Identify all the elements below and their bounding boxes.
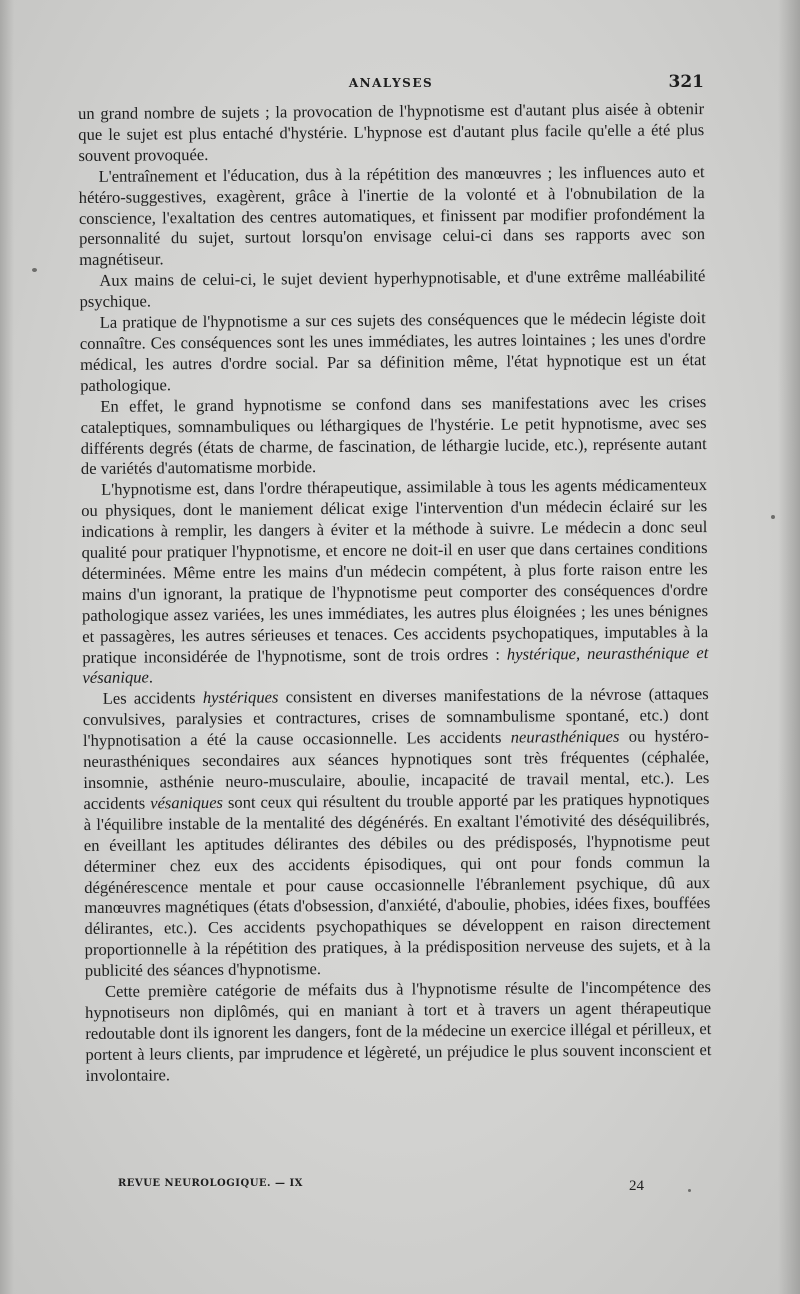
text-run: Aux mains de celui-ci, le sujet devient hyperhypnotisable, et d'une extrême malléabilité psychique. — [79, 266, 706, 312]
paragraph — [79, 266, 705, 313]
running-head-title: ANALYSES — [348, 76, 434, 90]
paragraph — [81, 475, 709, 689]
paragraph — [80, 308, 707, 397]
text-run: L'hypnotisme est, dans l'ordre thérapeutique, assimilable à tous les agents médicamenteux ou physiques, dont le maniement délicat exige l'intervention d'un médecin éclairé sur les indications à remplir, les dangers à éviter et la méthode à suivre. Le médecin a donc seul qualité pour pratiquer l'hypnotisme, et encore ne doit-il en user que dans certaines conditions déterminées. Même entre les mains d'un médecin compétent, à plus forte raison entre les mains d'un ignorant, la pratique de l'hypnotisme peut comporter des conséquences d'ordre pathologique assez variées, les unes immédiates, les autres plus éloignées ; les unes bénignes et passagères, les autres sérieuses et tenaces. Ces accidents psychopatiques, imputables à la pratique inconsidérée de l'hypnotisme, sont de trois ordres : — [81, 475, 709, 667]
italic-term: neurasthéniques — [510, 726, 620, 747]
text-run: . — [148, 667, 154, 687]
running-head — [78, 70, 704, 96]
text-run: L'entraînement et l'éducation, dus à la répétition des manœuvres ; les influences auto et hétéro-suggestives, exagèrent, grâce à l'inertie de la volonté et à l'obnubilation de la conscience, l'exaltation des centres automatiques, et finissent par modifier profondément la personnalité du sujet, surtout lorsqu'on envisage celui-ci dans ses rapports avec son magnétiseur. — [78, 161, 706, 270]
text-run: En effet, le grand hypnotisme se confond dans ses manifestations avec les crises cataleptiques, somnambuliques ou léthargiques de l'hystérie. Le petit hypnotisme, avec ses différents degrés (états de charme, de fascination, de léthargie lucide, etc.), représente autant de variétés d'automatisme morbide. — [80, 391, 707, 479]
page-number: 321 — [668, 72, 704, 92]
text-run: La pratique de l'hypnotisme a sur ces sujets des conséquences que le médecin légiste doit connaître. Ces conséquences sont les unes immédiates, les autres lointaines ; les unes d'ordre médical, les autres d'ordre social. Par sa définition même, l'état hypnotique est un état pathologique. — [79, 308, 707, 395]
italic-term: hystériques — [202, 687, 279, 708]
text-run: Cette première catégorie de méfaits dus à l'hypnotisme résulte de l'incompétence des hypnotiseurs non diplômés, qui en maniant à tort et à travers un agent thérapeutique redoutable dont ils ignorent les dangers, font de la médecine un exercice illégal et périlleux, et portent à leurs clients, par imprudence et légèreté, un préjudice le plus souvent inconscient et involontaire. — [85, 977, 712, 1085]
scan-right-shadow — [778, 0, 800, 1294]
text-run: ou hystéro-neurasthéniques secondaires aux séances hypnotiques sont très fréquentes (céphalée, insomnie, asthénie neuro-musculaire, aboulie, incapacité de travail mental, etc.). Les accidents — [83, 726, 710, 813]
scan-left-shadow — [0, 0, 14, 1294]
paragraph — [85, 977, 712, 1086]
paragraph — [80, 392, 707, 481]
paragraph — [83, 684, 711, 982]
text-run: un grand nombre de sujets ; la provocation de l'hypnotisme est d'autant plus aisée à obtenir que le sujet est plus entaché d'hystérie. L'hypnose est d'autant plus facile qu'elle a été plus souvent provoquée. — [78, 99, 705, 165]
footer-journal-title: REVUE NEUROLOGIQUE. — IX — [118, 1178, 303, 1189]
italic-term: vésaniques — [150, 792, 224, 813]
body-text — [78, 99, 712, 1086]
text-run: consistent en diverses manifestations de la névrose (attaques convulsives, paralysies et contractures, crises de somnambulisme spontané, etc.) dont l'hypnotisation a été la cause occasionnelle. Les accidents — [82, 684, 709, 751]
paragraph — [78, 99, 704, 167]
page-footer — [78, 1174, 704, 1198]
signature-mark: 24 — [629, 1178, 644, 1194]
text-run: sont ceux qui résultent du trouble apporté par les pratiques hypnotiques à l'équilibre instable de la mentalité des dégénérés. En exaltant l'émotivité des déséquilibrés, en éveillant les aptitudes délirantes des débiles ou des prédisposés, l'hypnotisme peut déterminer chez eux des accidents épisodiques, qui ont pour fonds commun la dégénérescence mentale et pour cause occasionnelle l'ébranlement psychique, dû aux manœuvres magnétiques (états d'obsession, d'anxiété, d'aboulie, phobies, idées fixes, bouffées délirantes, etc.). Ces accidents psychopathiques se développent en raison directement proportionnelle à la répétition des pratiques, à la prédisposition nerveuse des sujets, et à la publicité des séances d'hypnotisme. — [83, 788, 711, 981]
book-page — [78, 70, 712, 1210]
scan-speck — [32, 268, 37, 272]
scan-speck — [771, 515, 775, 519]
text-run: Les accidents — [102, 688, 203, 709]
italic-term: hystérique, neurasthénique et vésanique — [82, 642, 709, 688]
paragraph — [78, 162, 705, 271]
